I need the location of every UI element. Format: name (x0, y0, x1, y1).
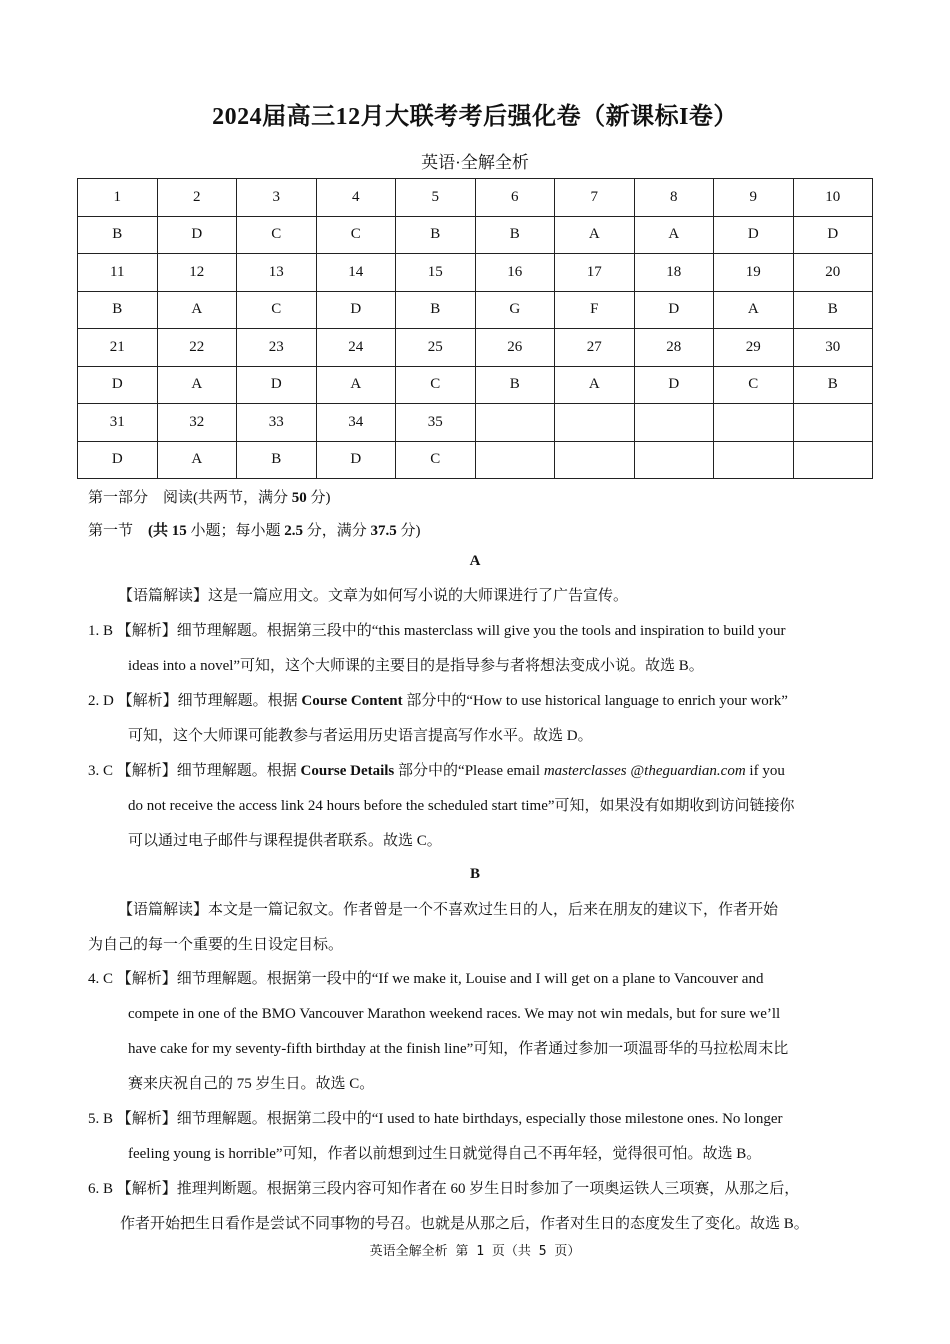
answer-cell: D (316, 441, 396, 479)
question-4 (88, 962, 878, 1102)
question-number-cell: 27 (555, 329, 635, 367)
q1-line1: 【解析】细节理解题。根据第三段中的“this masterclass will give you the tools and inspiration to build your (116, 623, 786, 639)
answer-cell: G (475, 291, 555, 329)
question-number-row (78, 254, 873, 292)
question-6 (88, 1172, 878, 1242)
q5-number: 5. B (88, 1111, 114, 1127)
part1-title: 阅读(共两节，满分 (163, 490, 289, 506)
passage-a-letter: A (469, 553, 481, 569)
q4-line4: 赛来庆祝自己的 75 岁生日。故选 C。 (128, 1076, 375, 1092)
q3-number: 3. C (88, 763, 114, 779)
answer-cell: A (157, 291, 237, 329)
section1-n3: 37.5 (370, 523, 397, 539)
passage-b-intro-line1: 【语篇解读】本文是一篇记叙文。作者曾是一个不喜欢过生日的人，后来在朋友的建议下，作者开始 (118, 902, 779, 918)
q5-line1: 【解析】细节理解题。根据第二段中的“I used to hate birthdays, especially those milestone ones. No longer (116, 1111, 783, 1127)
q4-line2: compete in one of the BMO Vancouver Marathon weekend races. We may not win medals, but for sure we’ll (128, 1006, 781, 1022)
q3-email: masterclasses @theguardian.com (543, 763, 746, 779)
q1-number: 1. B (88, 623, 114, 639)
answer-row (78, 441, 873, 479)
passage-a-intro: 【语篇解读】这是一篇应用文。文章为如何写小说的大师课进行了广告宣传。 (118, 588, 629, 604)
answer-cell: A (157, 441, 237, 479)
answer-table (77, 178, 873, 479)
part1-label: 第一部分 (88, 490, 149, 506)
answer-cell: B (475, 366, 555, 404)
question-number-cell (555, 404, 635, 442)
question-2 (88, 684, 878, 754)
page-footer: 英语全解全析 第 1 页（共 5 页） (369, 1244, 581, 1259)
q4-number: 4. C (88, 971, 114, 987)
answer-cell: C (237, 216, 317, 254)
answer-cell: A (555, 366, 635, 404)
part1-unit: 分) (310, 490, 331, 506)
q3-line1e: if you (745, 763, 785, 779)
question-number-cell: 15 (396, 254, 476, 292)
section1-t3: 分，满分 (306, 523, 367, 539)
question-number-cell: 21 (78, 329, 158, 367)
question-number-cell: 10 (793, 179, 873, 217)
document-subtitle: 英语·全解全析 (421, 153, 529, 172)
question-1 (88, 614, 878, 684)
passage-b-intro (88, 893, 878, 963)
q2-course-content: Course Content (301, 693, 403, 709)
question-number-cell (793, 404, 873, 442)
q1-line2: ideas into a novel”可知，这个大师课的主要目的是指导参与者将想法变成小说。故选 B。 (128, 658, 704, 674)
question-number-cell: 14 (316, 254, 396, 292)
question-number-cell: 13 (237, 254, 317, 292)
q6-line1: 【解析】推理判断题。根据第三段内容可知作者在 60 岁生日时参加了一项奥运铁人三项赛，从那之后， (116, 1181, 800, 1197)
answer-cell: A (316, 366, 396, 404)
question-number-cell (475, 404, 555, 442)
question-number-cell: 9 (714, 179, 794, 217)
question-number-cell (714, 404, 794, 442)
question-number-cell: 35 (396, 404, 476, 442)
answer-cell: D (634, 366, 714, 404)
answer-cell: B (396, 291, 476, 329)
answer-cell (793, 441, 873, 479)
q3-line1a: 【解析】细节理解题。根据 (116, 763, 301, 779)
answer-cell: C (714, 366, 794, 404)
question-5 (88, 1102, 878, 1172)
passage-b-letter: B (469, 866, 480, 882)
answer-cell (475, 441, 555, 479)
q3-line1c: 部分中的“Please email (394, 763, 544, 779)
answer-cell: D (157, 216, 237, 254)
answer-cell: A (634, 216, 714, 254)
question-number-cell (634, 404, 714, 442)
question-number-cell: 26 (475, 329, 555, 367)
q6-line2: 作者开始把生日看作是尝试不同事物的号召。也就是从那之后，作者对生日的态度发生了变化。故选 B。 (120, 1216, 809, 1232)
question-number-cell: 30 (793, 329, 873, 367)
answer-row (78, 216, 873, 254)
answer-row (78, 366, 873, 404)
question-number-row (78, 329, 873, 367)
answer-cell: C (396, 366, 476, 404)
answer-cell: D (714, 216, 794, 254)
question-number-cell: 17 (555, 254, 635, 292)
question-number-cell: 19 (714, 254, 794, 292)
section1-n1: 15 (171, 523, 187, 539)
question-number-cell: 18 (634, 254, 714, 292)
q3-course-details: Course Details (300, 763, 395, 779)
question-number-cell: 7 (555, 179, 635, 217)
answer-cell: C (237, 291, 317, 329)
question-number-cell: 22 (157, 329, 237, 367)
answer-cell: A (714, 291, 794, 329)
question-number-cell: 23 (237, 329, 317, 367)
answer-cell: B (78, 216, 158, 254)
q3-line2: do not receive the access link 24 hours before the scheduled start time”可知，如果没有如期收到访问链接你 (128, 798, 795, 814)
question-number-cell: 20 (793, 254, 873, 292)
answer-cell: C (316, 216, 396, 254)
question-number-cell: 32 (157, 404, 237, 442)
answer-cell (634, 441, 714, 479)
q2-line1a: 【解析】细节理解题。根据 (117, 693, 302, 709)
question-number-cell: 16 (475, 254, 555, 292)
question-number-cell: 8 (634, 179, 714, 217)
answer-cell: C (396, 441, 476, 479)
section1-t1: (共 (148, 523, 169, 539)
section1-label: 第一节 (88, 523, 134, 539)
q5-line2: feeling young is horrible”可知，作者以前想到过生日就觉得自己不再年轻，觉得很可怕。故选 B。 (128, 1146, 762, 1162)
answer-row (78, 291, 873, 329)
question-number-cell: 5 (396, 179, 476, 217)
document-title: 2024届高三12月大联考考后强化卷（新课标I卷） (212, 104, 738, 130)
answer-cell (555, 441, 635, 479)
part1-heading (88, 486, 331, 507)
question-number-row (78, 179, 873, 217)
q3-line3: 可以通过电子邮件与课程提供者联系。故选 C。 (128, 833, 442, 849)
q2-number: 2. D (88, 693, 114, 709)
question-number-cell: 1 (78, 179, 158, 217)
answer-cell: D (634, 291, 714, 329)
answer-cell: B (475, 216, 555, 254)
question-3 (88, 754, 878, 859)
answer-cell: B (78, 291, 158, 329)
answer-cell: A (157, 366, 237, 404)
answer-cell: D (78, 441, 158, 479)
answer-cell (714, 441, 794, 479)
answer-cell: D (793, 216, 873, 254)
question-number-cell: 28 (634, 329, 714, 367)
question-number-row (78, 404, 873, 442)
answer-cell: D (78, 366, 158, 404)
question-number-cell: 3 (237, 179, 317, 217)
answer-cell: D (316, 291, 396, 329)
question-number-cell: 31 (78, 404, 158, 442)
question-number-cell: 24 (316, 329, 396, 367)
q2-line2: 可知，这个大师课可能教参与者运用历史语言提高写作水平。故选 D。 (128, 728, 593, 744)
question-number-cell: 6 (475, 179, 555, 217)
part1-score: 50 (291, 490, 307, 506)
section1-heading (88, 519, 421, 540)
question-number-cell: 12 (157, 254, 237, 292)
section1-t2: 小题；每小题 (190, 523, 281, 539)
question-number-cell: 25 (396, 329, 476, 367)
q2-line1c: 部分中的“How to use historical language to enrich your work” (402, 693, 788, 709)
answer-cell: B (793, 291, 873, 329)
q4-line1: 【解析】细节理解题。根据第一段中的“If we make it, Louise and I will get on a plane to Vancouver and (116, 971, 764, 987)
question-number-cell: 34 (316, 404, 396, 442)
answer-cell: F (555, 291, 635, 329)
question-number-cell: 11 (78, 254, 158, 292)
passage-b-intro-line2: 为自己的每一个重要的生日设定目标。 (88, 937, 344, 953)
question-number-cell: 29 (714, 329, 794, 367)
answer-cell: B (396, 216, 476, 254)
answer-cell: D (237, 366, 317, 404)
question-number-cell: 4 (316, 179, 396, 217)
answer-cell: A (555, 216, 635, 254)
section1-t4: 分) (400, 523, 421, 539)
q4-line3: have cake for my seventy-fifth birthday at the finish line”可知，作者通过参加一项温哥华的马拉松周末比 (128, 1041, 789, 1057)
question-number-cell: 2 (157, 179, 237, 217)
section1-n2: 2.5 (284, 523, 304, 539)
answer-cell: B (793, 366, 873, 404)
question-number-cell: 33 (237, 404, 317, 442)
q6-number: 6. B (88, 1181, 114, 1197)
answer-cell: B (237, 441, 317, 479)
